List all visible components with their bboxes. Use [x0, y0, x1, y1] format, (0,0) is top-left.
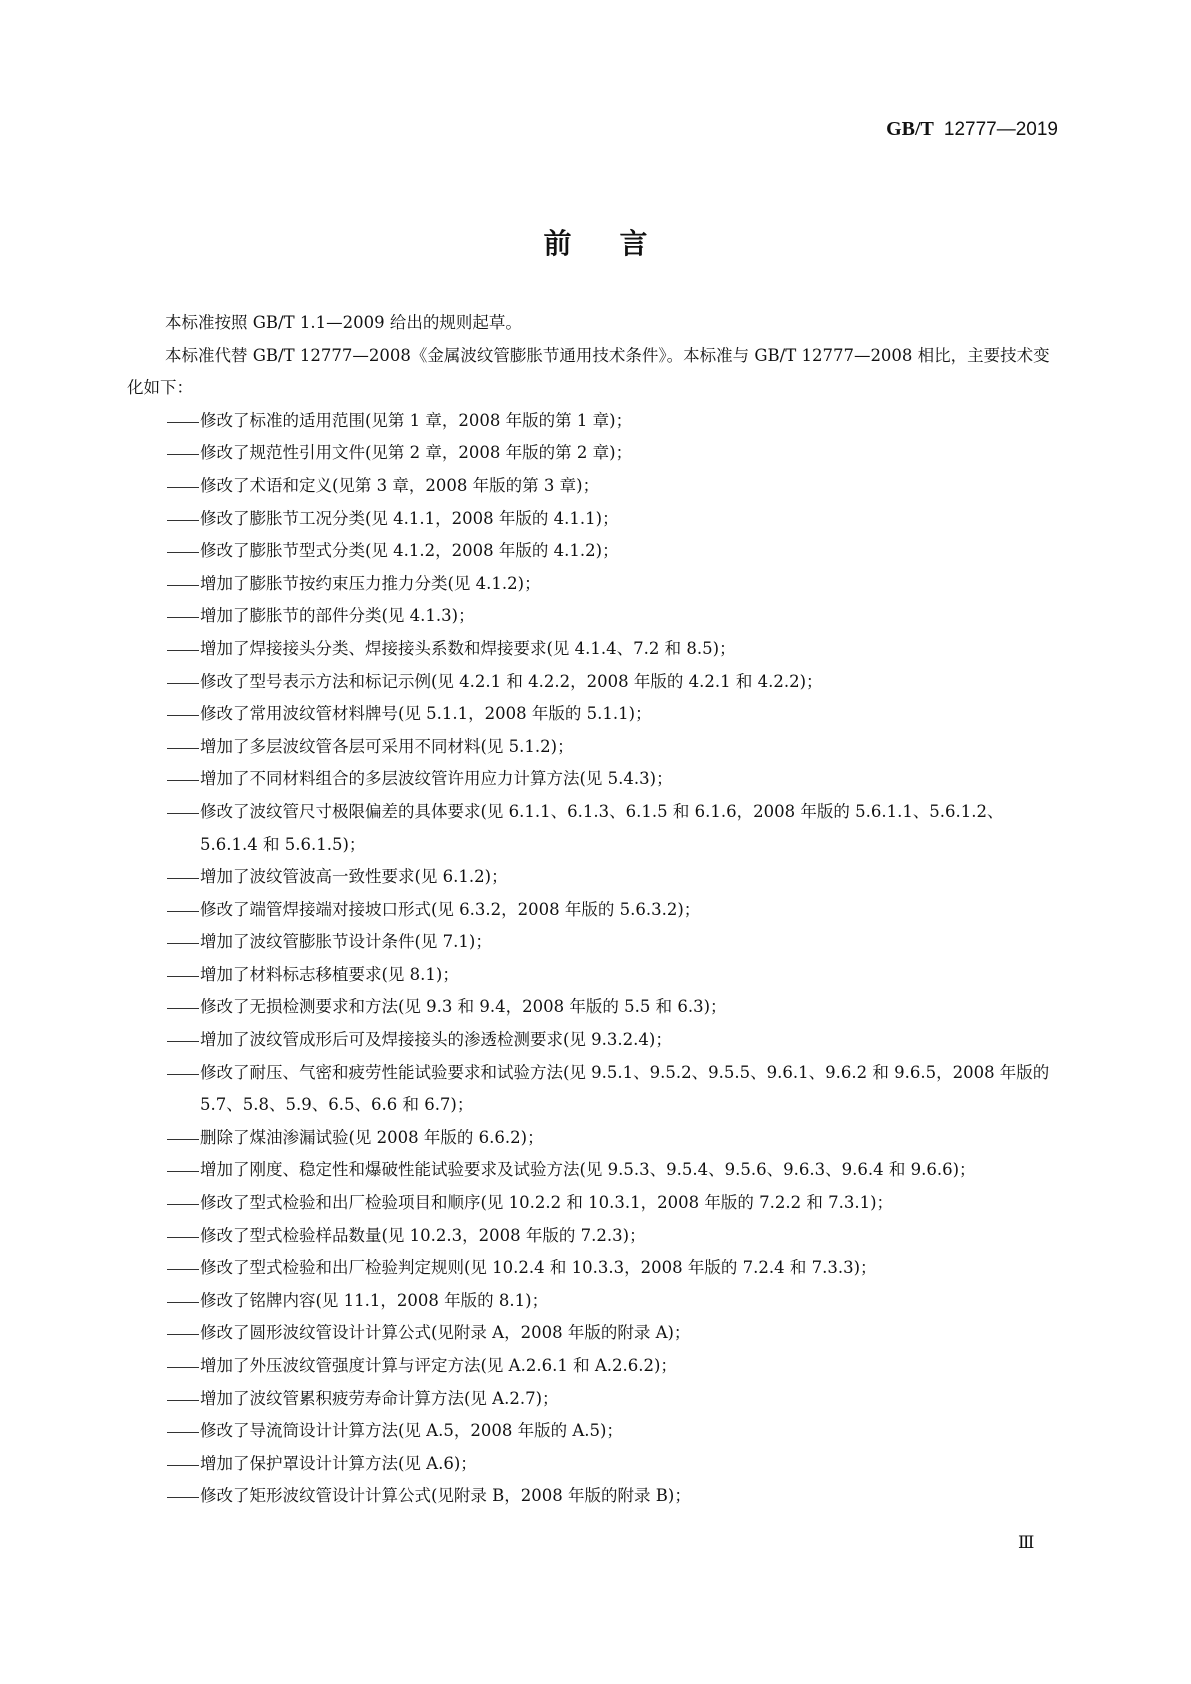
list-item-text: 修改了型式检验和出厂检验判定规则(见 10.2.4 和 10.3.3，2008 年版的 7.2.4 和 7.3.3)； — [200, 1258, 877, 1278]
list-item — [127, 666, 1059, 699]
list-item — [127, 1252, 1059, 1285]
list-item-text: 增加了波纹管膨胀节设计条件(见 7.1)； — [200, 932, 492, 952]
list-item-text: 增加了保护罩设计计算方法(见 A.6)； — [200, 1453, 477, 1473]
list-item-text: 修改了波纹管尺寸极限偏差的具体要求(见 6.1.1、6.1.3、6.1.5 和 6.1.6，2008 年版的 5.6.1.1、5.6.1.2、5.6.1.4 和 5.6.1.5)； — [200, 801, 1004, 854]
list-item-text: 增加了波纹管成形后可及焊接接头的渗透检测要求(见 9.3.2.4)； — [200, 1030, 672, 1050]
list-item-text: 增加了膨胀节的部件分类(见 4.1.3)； — [200, 606, 475, 626]
list-item — [127, 633, 1059, 666]
list-item — [127, 1317, 1059, 1350]
list-item-text: 修改了端管焊接端对接坡口形式(见 6.3.2，2008 年版的 5.6.3.2)； — [200, 899, 701, 919]
list-item — [127, 600, 1059, 633]
list-item-text: 修改了常用波纹管材料牌号(见 5.1.1，2008 年版的 5.1.1)； — [200, 704, 652, 724]
list-item — [127, 1220, 1059, 1253]
list-item — [127, 1187, 1059, 1220]
list-item-text: 修改了膨胀节工况分类(见 4.1.1，2008 年版的 4.1.1)； — [200, 508, 619, 528]
list-item — [127, 959, 1059, 992]
paragraph: 本标准按照 GB/T 1.1—2009 给出的规则起草。 — [165, 313, 522, 332]
running-header — [886, 118, 1058, 141]
list-item — [127, 535, 1059, 568]
list-item — [127, 437, 1059, 470]
list-item-text: 修改了规范性引用文件(见第 2 章，2008 年版的第 2 章)； — [200, 443, 633, 463]
list-item-text: 增加了刚度、稳定性和爆破性能试验要求及试验方法(见 9.5.3、9.5.4、9.5.6、9.6.3、9.6.4 和 9.6.6)； — [200, 1160, 976, 1180]
page-title: 前言 — [543, 227, 696, 260]
list-item — [127, 568, 1059, 601]
list-item — [127, 991, 1059, 1024]
list-item-text: 增加了外压波纹管强度计算与评定方法(见 A.2.6.1 和 A.2.6.2)； — [200, 1356, 677, 1375]
changes-list — [127, 405, 1059, 1513]
list-item-text: 增加了材料标志移植要求(见 8.1)； — [200, 964, 459, 984]
list-item-text: 修改了矩形波纹管设计计算公式(见附录 B，2008 年版的附录 B)； — [200, 1486, 691, 1506]
foreword-body — [127, 307, 1059, 1513]
list-item-text: 增加了波纹管累积疲劳寿命计算方法(见 A.2.7)； — [200, 1388, 559, 1408]
list-item — [127, 405, 1059, 438]
page-number: Ⅲ — [1018, 1533, 1035, 1553]
standard-prefix: GB/T — [886, 118, 934, 140]
list-item-text: 增加了焊接接头分类、焊接接头系数和焊接要求(见 4.1.4、7.2 和 8.5)； — [200, 638, 736, 658]
list-item-text: 增加了波纹管波高一致性要求(见 6.1.2)； — [200, 867, 508, 887]
list-item — [127, 731, 1059, 764]
list-item — [127, 1350, 1059, 1383]
list-item — [127, 796, 1059, 861]
list-item-text: 增加了多层波纹管各层可采用不同材料(见 5.1.2)； — [200, 736, 574, 756]
list-item-text: 修改了铭牌内容(见 11.1，2008 年版的 8.1)； — [200, 1290, 549, 1310]
list-item — [127, 1285, 1059, 1318]
list-item-text: 修改了型式检验和出厂检验项目和顺序(见 10.2.2 和 10.3.1，2008 年版的 7.2.2 和 7.3.1)； — [200, 1193, 894, 1213]
paragraph: 本标准代替 GB/T 12777—2008《金属波纹管膨胀节通用技术条件》。本标准与 GB/T 12777—2008 相比，主要技术变化如下： — [127, 345, 1050, 398]
list-item — [127, 1480, 1059, 1513]
list-item — [127, 698, 1059, 731]
list-item — [127, 1415, 1059, 1448]
list-item-text: 修改了导流筒设计计算方法(见 A.5，2008 年版的 A.5)； — [200, 1421, 623, 1441]
list-item — [127, 1024, 1059, 1057]
list-item — [127, 894, 1059, 927]
list-item-text: 修改了型式检验样品数量(见 10.2.3，2008 年版的 7.2.3)； — [200, 1225, 646, 1245]
standard-number: 12777—2019 — [943, 119, 1058, 140]
list-item-text: 修改了耐压、气密和疲劳性能试验要求和试验方法(见 9.5.1、9.5.2、9.5.5、9.6.1、9.6.2 和 9.6.5，2008 年版的 5.7、5.8、5.9、6.5、6.6 和 6.7)； — [200, 1062, 1050, 1115]
list-item-text: 删除了煤油渗漏试验(见 2008 年版的 6.6.2)； — [200, 1127, 544, 1147]
list-item-text: 修改了圆形波纹管设计计算公式(见附录 A，2008 年版的附录 A)； — [200, 1323, 691, 1343]
list-item — [127, 1448, 1059, 1481]
list-item-text: 修改了型号表示方法和标记示例(见 4.2.1 和 4.2.2，2008 年版的 4.2.1 和 4.2.2)； — [200, 671, 823, 691]
list-item — [127, 763, 1059, 796]
list-item — [127, 1383, 1059, 1416]
list-item-text: 增加了膨胀节按约束压力推力分类(见 4.1.2)； — [200, 573, 541, 593]
list-item-text: 修改了术语和定义(见第 3 章，2008 年版的第 3 章)； — [200, 475, 600, 495]
list-item-text: 修改了无损检测要求和方法(见 9.3 和 9.4，2008 年版的 5.5 和 6.3)； — [200, 997, 727, 1017]
list-item — [127, 861, 1059, 894]
list-item — [127, 1154, 1059, 1187]
list-item — [127, 470, 1059, 503]
list-item — [127, 503, 1059, 536]
list-item — [127, 1057, 1059, 1122]
list-item-text: 增加了不同材料组合的多层波纹管许用应力计算方法(见 5.4.3)； — [200, 769, 673, 789]
list-item-text: 修改了标准的适用范围(见第 1 章，2008 年版的第 1 章)； — [200, 410, 633, 430]
list-item — [127, 1122, 1059, 1155]
list-item — [127, 926, 1059, 959]
list-item-text: 修改了膨胀节型式分类(见 4.1.2，2008 年版的 4.1.2)； — [200, 541, 619, 561]
